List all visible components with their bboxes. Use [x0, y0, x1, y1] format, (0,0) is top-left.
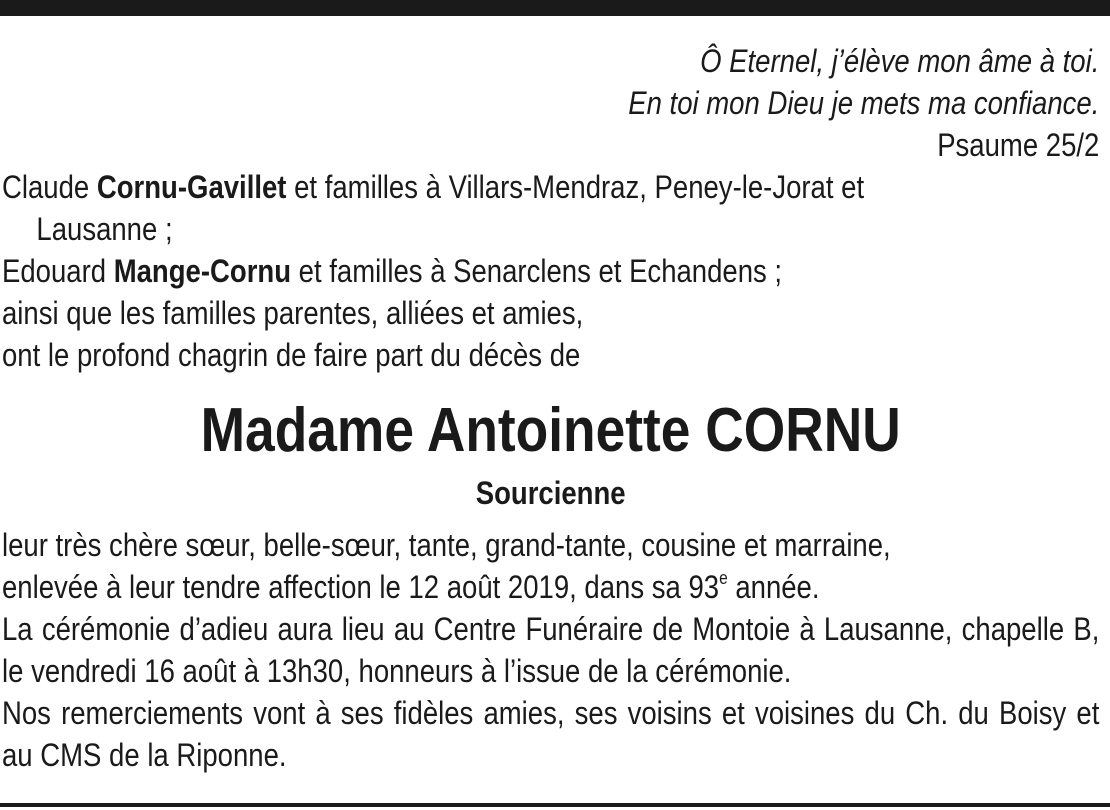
family-detail: et familles à Senarclens et Echandens ; [291, 253, 783, 289]
bottom-rule [0, 803, 1110, 807]
verse-line-2: En toi mon Dieu je mets ma confiance. [628, 85, 1100, 121]
family-last-name: Cornu-Gavillet [96, 169, 287, 205]
family-detail-continued: Lausanne ; [36, 211, 173, 247]
verse-reference: Psaume 25/2 [937, 127, 1100, 163]
family-detail: et familles à Villars-Mendraz, Peney-le-Jorat et [286, 169, 865, 205]
other-families: ainsi que les familles parentes, alliées et amies, [2, 295, 584, 331]
death-date-main: enlevée à leur tendre affection le 12 août 2019, dans sa 93 [2, 569, 720, 605]
death-date-end: année. [727, 569, 820, 605]
family-entry-1-continued [2, 208, 1099, 250]
death-date-text [2, 566, 1099, 608]
family-last-name: Mange-Cornu [113, 253, 292, 289]
deceased-name: Madame Antoinette CORNU [200, 396, 901, 465]
family-entry-2 [2, 250, 1099, 292]
family-entry-1 [2, 166, 1099, 208]
family-first-name: Claude [2, 169, 90, 205]
ceremony-text: La cérémonie d’adieu aura lieu au Centre Funéraire de Montoie à Lausanne, chapelle B, le vendredi 16 août à 13h30, honneurs à l’issue de la cérémonie. [2, 611, 1100, 689]
deceased-origin: Sourcienne [475, 475, 626, 511]
ordinal-suffix: e [719, 568, 728, 588]
obituary-notice [2, 40, 1099, 776]
top-rule [0, 0, 1110, 16]
thanks-text: Nos remerciements vont à ses fidèles amies, ses voisins et voisines du Ch. du Boisy et au CMS de la Riponne. [2, 695, 1100, 773]
verse-line-1: Ô Eternel, j’élève mon âme à toi. [700, 43, 1100, 79]
family-first-name: Edouard [2, 253, 107, 289]
relation-text: leur très chère sœur, belle-sœur, tante, grand-tante, cousine et marraine, [2, 527, 891, 563]
announcement-text: ont le profond chagrin de faire part du décès de [2, 337, 581, 373]
